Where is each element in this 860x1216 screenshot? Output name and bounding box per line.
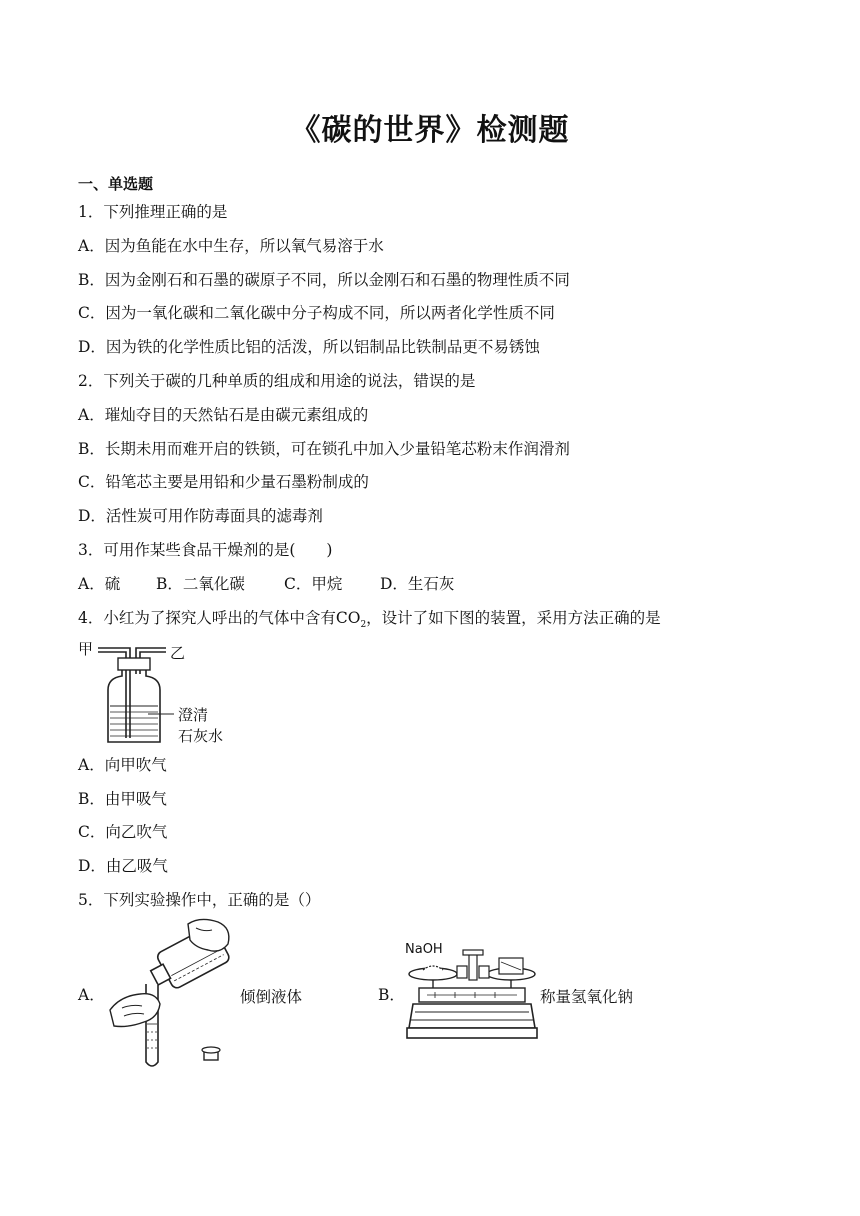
- question-1-option-c: C．因为一氧化碳和二氧化碳中分子构成不同，所以两者化学性质不同: [78, 304, 555, 322]
- naoh-label: NaOH: [405, 942, 443, 957]
- question-2-option-b: B．长期未用而难开启的铁锁，可在锁孔中加入少量铅笔芯粉末作润滑剂: [78, 440, 570, 458]
- question-3-stem: 3．可用作某些食品干燥剂的是( ): [78, 541, 333, 559]
- question-1-option-d: D．因为铁的化学性质比铝的活泼，所以铝制品比铁制品更不易锈蚀: [78, 338, 540, 356]
- question-4-stem-subscript: 2: [360, 620, 367, 631]
- question-2-option-a: A．璀灿夺目的天然钻石是由碳元素组成的: [78, 406, 369, 424]
- figure-label-yi: 乙: [170, 644, 186, 662]
- question-2-stem: 2．下列关于碳的几种单质的组成和用途的说法，错误的是: [78, 372, 476, 390]
- figure-label-liquid-line-1: 澄清: [178, 706, 209, 724]
- section-heading: 一、单选题: [78, 175, 154, 193]
- question-5-option-b-letter: B．: [378, 986, 405, 1004]
- question-4-option-d: D．由乙吸气: [78, 857, 168, 875]
- question-3-option-a: A．硫: [78, 575, 121, 593]
- question-4-option-b: B．由甲吸气: [78, 790, 167, 808]
- question-5-option-a-letter: A．: [78, 986, 105, 1004]
- question-1-stem: 1．下列推理正确的是: [78, 203, 228, 221]
- question-5-option-a-caption: 倾倒液体: [240, 988, 303, 1006]
- figure-label-jia: 甲: [78, 640, 94, 658]
- question-3-option-b: B．二氧化碳: [156, 575, 245, 593]
- question-4-stem-text: 4．小红为了探究人呼出的气体中含有CO: [78, 609, 361, 627]
- question-2-option-d: D．活性炭可用作防毒面具的滤毒剂: [78, 507, 323, 525]
- question-2-option-c: C．铅笔芯主要是用铅和少量石墨粉制成的: [78, 473, 369, 491]
- question-4-stem-text-end: ，设计了如下图的装置，采用方法正确的是: [366, 609, 661, 627]
- question-3-options: [78, 574, 454, 594]
- page-title: 《碳的世界》检测题: [290, 113, 570, 148]
- question-3-option-d: D．生石灰: [380, 575, 455, 593]
- question-4-option-c: C．向乙吹气: [78, 823, 168, 841]
- question-4-stem: [78, 608, 661, 635]
- question-1-option-a: A．因为鱼能在水中生存，所以氧气易溶于水: [78, 237, 384, 255]
- pouring-liquid-icon: [100, 914, 240, 1072]
- question-5-stem: 5．下列实验操作中，正确的是（）: [78, 891, 321, 909]
- question-1-option-b: B．因为金刚石和石墨的碳原子不同，所以金刚石和石墨的物理性质不同: [78, 271, 570, 289]
- question-5-option-b-caption: 称量氢氧化钠: [540, 988, 634, 1006]
- question-3-option-c: C．甲烷: [284, 575, 343, 593]
- pouring-liquid-figure: [100, 914, 240, 1072]
- question-4-option-a: A．向甲吹气: [78, 756, 167, 774]
- figure-label-liquid-line-2: 石灰水: [178, 727, 224, 745]
